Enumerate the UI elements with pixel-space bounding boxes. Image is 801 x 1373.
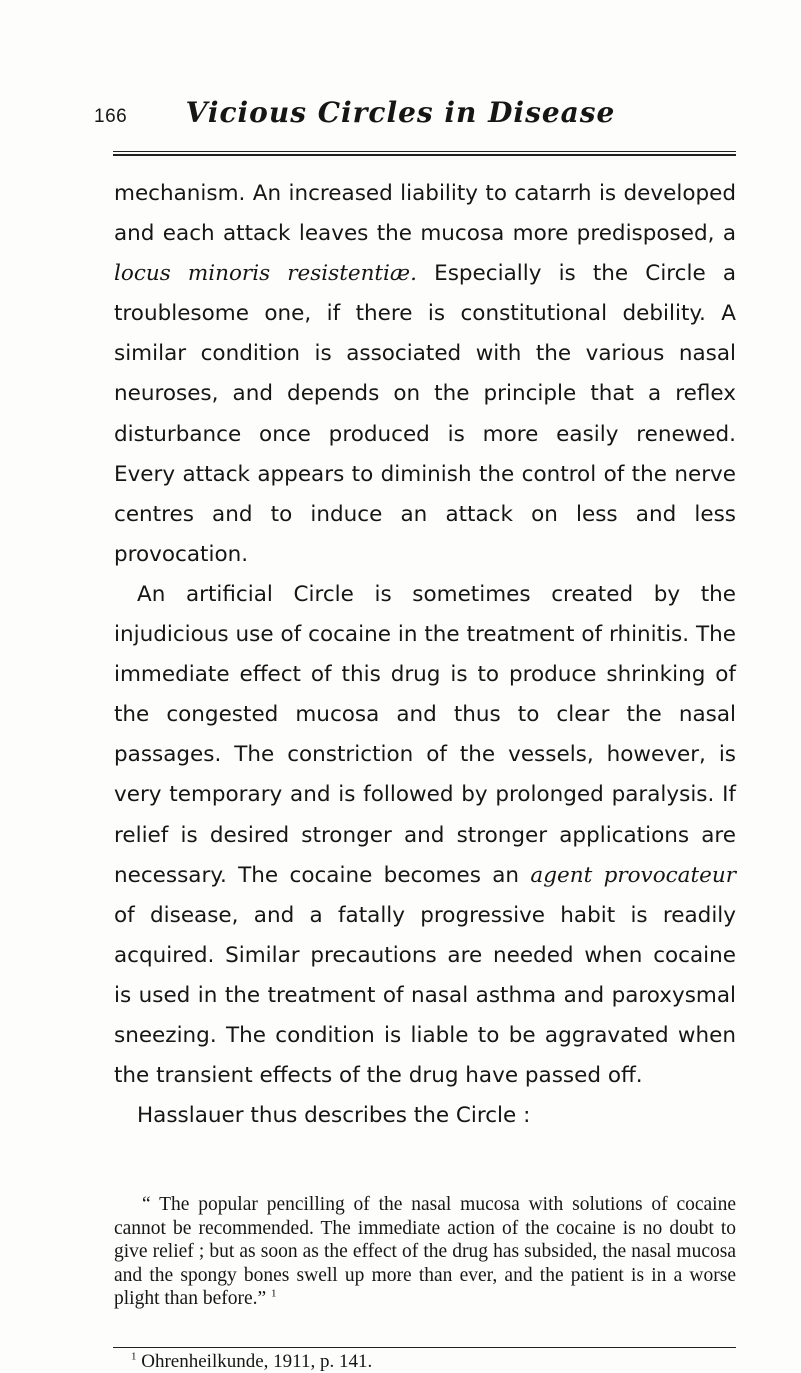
footnote <box>131 1351 372 1373</box>
quote-paragraph <box>114 1193 736 1311</box>
block-quote <box>114 1193 736 1311</box>
header-rule <box>113 151 736 156</box>
paragraph-text: An artificial Circle is sometimes created by the injudicious use of cocaine in the treatment of rhinitis. The immediate effect of this drug is to produce shrinking of the congested mucosa and thus to clear the nasal passages. The constriction of the vessels, however, is very temporary and is followed by prolonged paralysis. If relief is desired stronger and stronger applications are necessary. The cocaine becomes an <box>114 581 736 888</box>
footnote-text: Ohrenheilkunde, 1911, p. 141. <box>136 1351 373 1372</box>
body-text <box>114 174 736 1136</box>
paragraph-text: Especially is the Circle a troublesome one, if there is constitutional debility. A similar condition is associated with the various nasal neuroses, and depends on the principle that a reflex disturbance once produced is more easily renewed. Every attack appears to diminish the control of the nerve centres and to induce an attack on less and less provocation. <box>114 261 736 567</box>
paragraph <box>114 174 736 575</box>
quote-text: “ The popular pencilling of the nasal mucosa with solutions of cocaine cannot be recommended. The immediate action of the cocaine is no doubt to give relief ; but as soon as the effect of the drug has subsided, the nasal mucosa and the spongy bones swell up more than ever, and the patient is in a worse plight than before.” <box>114 1194 736 1310</box>
paragraph <box>114 575 736 1096</box>
running-title: Vicious Circles in Disease <box>185 96 616 129</box>
page-number: 166 <box>94 106 128 127</box>
latin-phrase: locus minoris resistentiæ. <box>114 261 417 287</box>
paragraph-text: mechanism. An increased liability to catarrh is developed and each attack leaves the mucosa more predisposed, a <box>114 181 736 247</box>
french-phrase: agent provocateur <box>530 862 736 888</box>
footnote-reference: 1 <box>271 1287 277 1300</box>
footnote-marker: 1 <box>131 1350 137 1363</box>
paragraph-text: of disease, and a fatally progressive habit is readily acquired. Similar precautions are needed when cocaine is used in the treatment of nasal asthma and paroxysmal sneezing. The condition is liable to be aggravated when the transient effects of the drug have passed off. <box>114 902 736 1089</box>
paragraph: Hasslauer thus describes the Circle : <box>137 1103 531 1129</box>
footnote-rule <box>113 1347 736 1348</box>
